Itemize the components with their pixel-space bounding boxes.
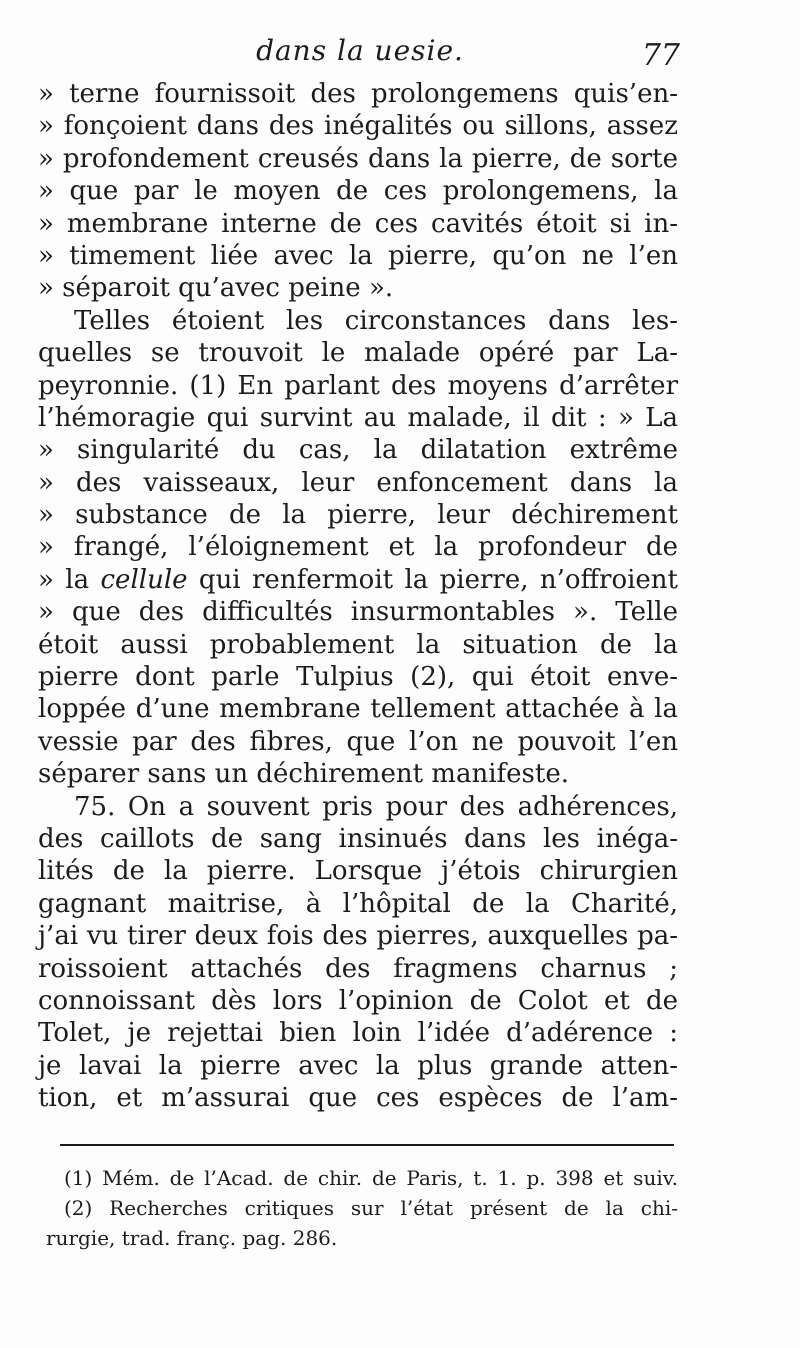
text-line: » terne fournissoit des prolongemens quis’en- bbox=[38, 79, 678, 109]
footnote-1: (1) Mém. de l’Acad. de chir. de Paris, t. 1. p. 398 et suiv. bbox=[64, 1166, 678, 1190]
page-header bbox=[40, 30, 680, 74]
text-line: Tolet, je rejettai bien loin l’idée d’adérence : bbox=[38, 1018, 678, 1049]
footnote-rule bbox=[60, 1144, 674, 1146]
text-line: étoit aussi probablement la situation de la bbox=[38, 629, 678, 660]
text-line: » timement liée avec la pierre, qu’on ne l’en bbox=[38, 240, 678, 271]
text-line: connoissant dès lors l’opinion de Colot et de bbox=[38, 985, 678, 1016]
text-line: roissoient attachés des fragmens charnus ; bbox=[38, 953, 678, 984]
italic-word: cellule bbox=[100, 564, 188, 595]
text-line: » fonçoient dans des inégalités ou sillons, assez bbox=[38, 111, 678, 142]
text-line: » des vaisseaux, leur enfoncement dans la bbox=[38, 467, 678, 498]
text-line: je lavai la pierre avec la plus grande atten- bbox=[38, 1050, 678, 1081]
text-line: lités de la pierre. Lorsque j’étois chirurgien bbox=[38, 856, 678, 887]
text-line: loppée d’une membrane tellement attachée à la bbox=[38, 694, 678, 725]
paragraph-start-line: 75. On a souvent pris pour des adhérences, bbox=[74, 791, 678, 822]
text-line: » substance de la pierre, leur déchirement bbox=[38, 500, 678, 531]
body-text bbox=[38, 78, 678, 1115]
paragraph-start-line: Telles étoient les circonstances dans les- bbox=[74, 305, 678, 336]
text-line: peyronnie. (1) En parlant des moyens d’arrêter bbox=[38, 370, 678, 401]
text-line: » membrane interne de ces cavités étoit si in- bbox=[38, 208, 678, 239]
line-segment: » la bbox=[38, 564, 90, 595]
text-line: pierre dont parle Tulpius (2), qui étoit enve- bbox=[38, 662, 678, 693]
text-line: l’hémoragie qui survint au malade, il dit : » La bbox=[38, 402, 678, 433]
running-head: dans la uesie. bbox=[256, 34, 464, 67]
text-line: tion, et m’assurai que ces espèces de l’am- bbox=[38, 1083, 678, 1114]
line-segment: qui renfermoit la pierre, n’offroient bbox=[198, 564, 679, 595]
text-line: » profondement creusés dans la pierre, de sorte bbox=[38, 143, 678, 174]
page-number: 77 bbox=[641, 38, 680, 73]
footnote-2-continued: rurgie, trad. franç. pag. 286. bbox=[46, 1226, 338, 1250]
text-line bbox=[38, 564, 678, 596]
text-line: des caillots de sang insinués dans les inéga- bbox=[38, 823, 678, 854]
text-line: » que des difficultés insurmontables ». Telle bbox=[38, 597, 678, 628]
text-line: » que par le moyen de ces prolongemens, la bbox=[38, 176, 678, 207]
text-line: » singularité du cas, la dilatation extrême bbox=[38, 435, 678, 466]
text-line: » séparoit qu’avec peine ». bbox=[38, 273, 394, 304]
footnotes bbox=[46, 1163, 678, 1253]
text-line: séparer sans un déchirement manifeste. bbox=[38, 759, 569, 790]
footnote-2: (2) Recherches critiques sur l’état présent de la chi- bbox=[64, 1196, 678, 1220]
text-line: » frangé, l’éloignement et la profondeur de bbox=[38, 532, 678, 563]
text-line: j’ai vu tirer deux fois des pierres, auxquelles pa- bbox=[38, 921, 678, 952]
text-line: vessie par des fibres, que l’on ne pouvoit l’en bbox=[38, 726, 678, 757]
text-line: gagnant maitrise, à l’hôpital de la Charité, bbox=[38, 888, 678, 919]
text-line: quelles se trouvoit le malade opéré par La- bbox=[38, 338, 678, 369]
